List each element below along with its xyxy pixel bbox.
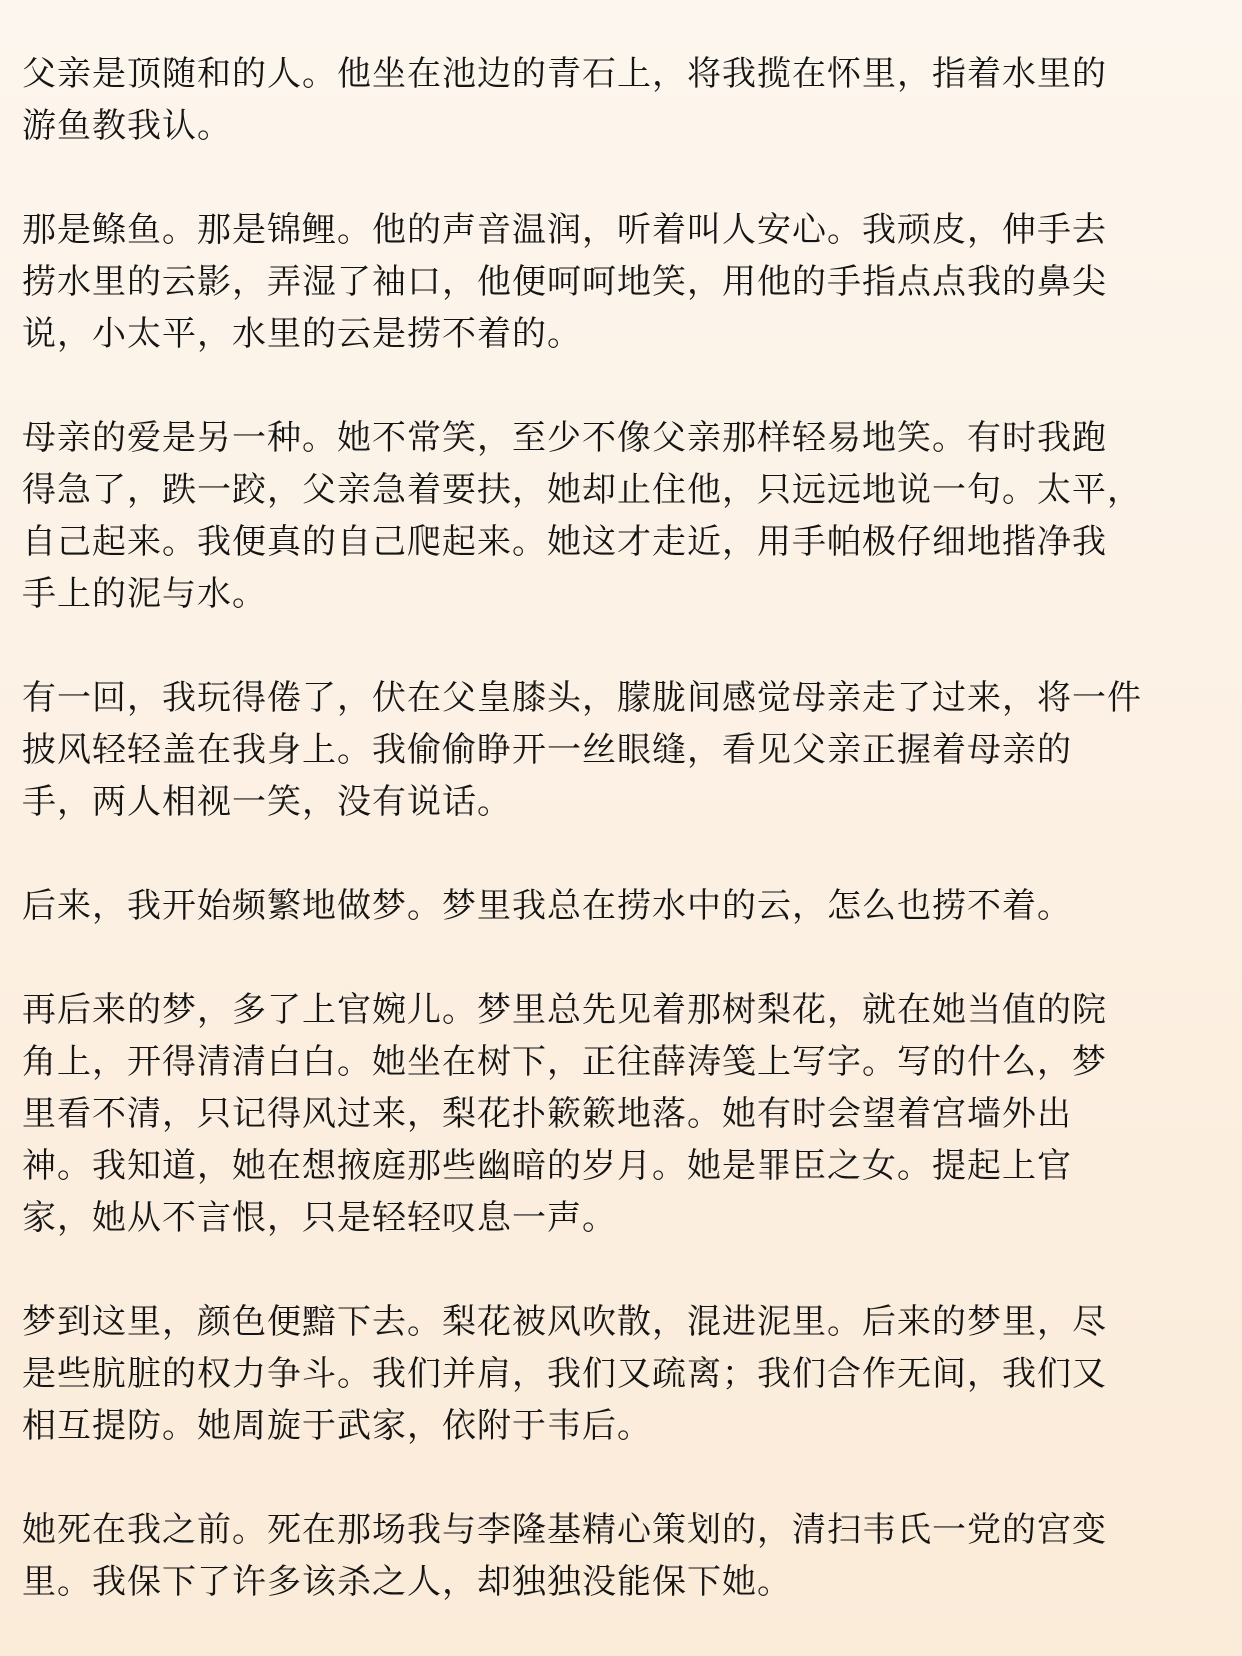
paragraph-1: 父亲是顶随和的人。他坐在池边的青石上，将我揽在怀里，指着水里的 游鱼教我认。 — [22, 54, 1107, 146]
paragraph-8: 她死在我之前。死在那场我与李隆基精心策划的，清扫韦氏一党的宫变 里。我保下了许多该杀之人，却独独没能保下她。 — [22, 1510, 1107, 1602]
paragraph-6: 再后来的梦，多了上官婉儿。梦里总先见着那树梨花，就在她当值的院 角上，开得清清白白。她坐在树下，正往薛涛笺上写字。写的什么，梦 里看不清，只记得风过来，梨花扑簌簌地落。她有时会望着宫墙外出 神。我知道，她在想掖庭那些幽暗的岁月。她是罪臣之女。提起上官 家，她从不言恨，只是轻轻叹息一声。 — [22, 990, 1107, 1238]
paragraph-2: 那是鲦鱼。那是锦鲤。他的声音温润，听着叫人安心。我顽皮，伸手去 捞水里的云影，弄湿了袖口，他便呵呵地笑，用他的手指点点我的鼻尖 说，小太平，水里的云是捞不着的。 — [22, 210, 1107, 354]
paragraph-4: 有一回，我玩得倦了，伏在父皇膝头，朦胧间感觉母亲走了过来，将一件 披风轻轻盖在我身上。我偷偷睁开一丝眼缝，看见父亲正握着母亲的 手，两人相视一笑，没有说话。 — [22, 678, 1142, 822]
paragraph-3: 母亲的爱是另一种。她不常笑，至少不像父亲那样轻易地笑。有时我跑 得急了，跌一跤，父亲急着要扶，她却止住他，只远远地说一句。太平， 自己起来。我便真的自己爬起来。她这才走近，用手帕极仔细地揩净我 手上的泥与水。 — [22, 418, 1142, 614]
paragraph-5: 后来，我开始频繁地做梦。梦里我总在捞水中的云，怎么也捞不着。 — [22, 886, 1072, 926]
article-body — [22, 48, 1222, 1608]
paragraph-7: 梦到这里，颜色便黯下去。梨花被风吹散，混进泥里。后来的梦里，尽 是些肮脏的权力争斗。我们并肩，我们又疏离；我们合作无间，我们又 相互提防。她周旋于武家，依附于韦后。 — [22, 1302, 1107, 1446]
